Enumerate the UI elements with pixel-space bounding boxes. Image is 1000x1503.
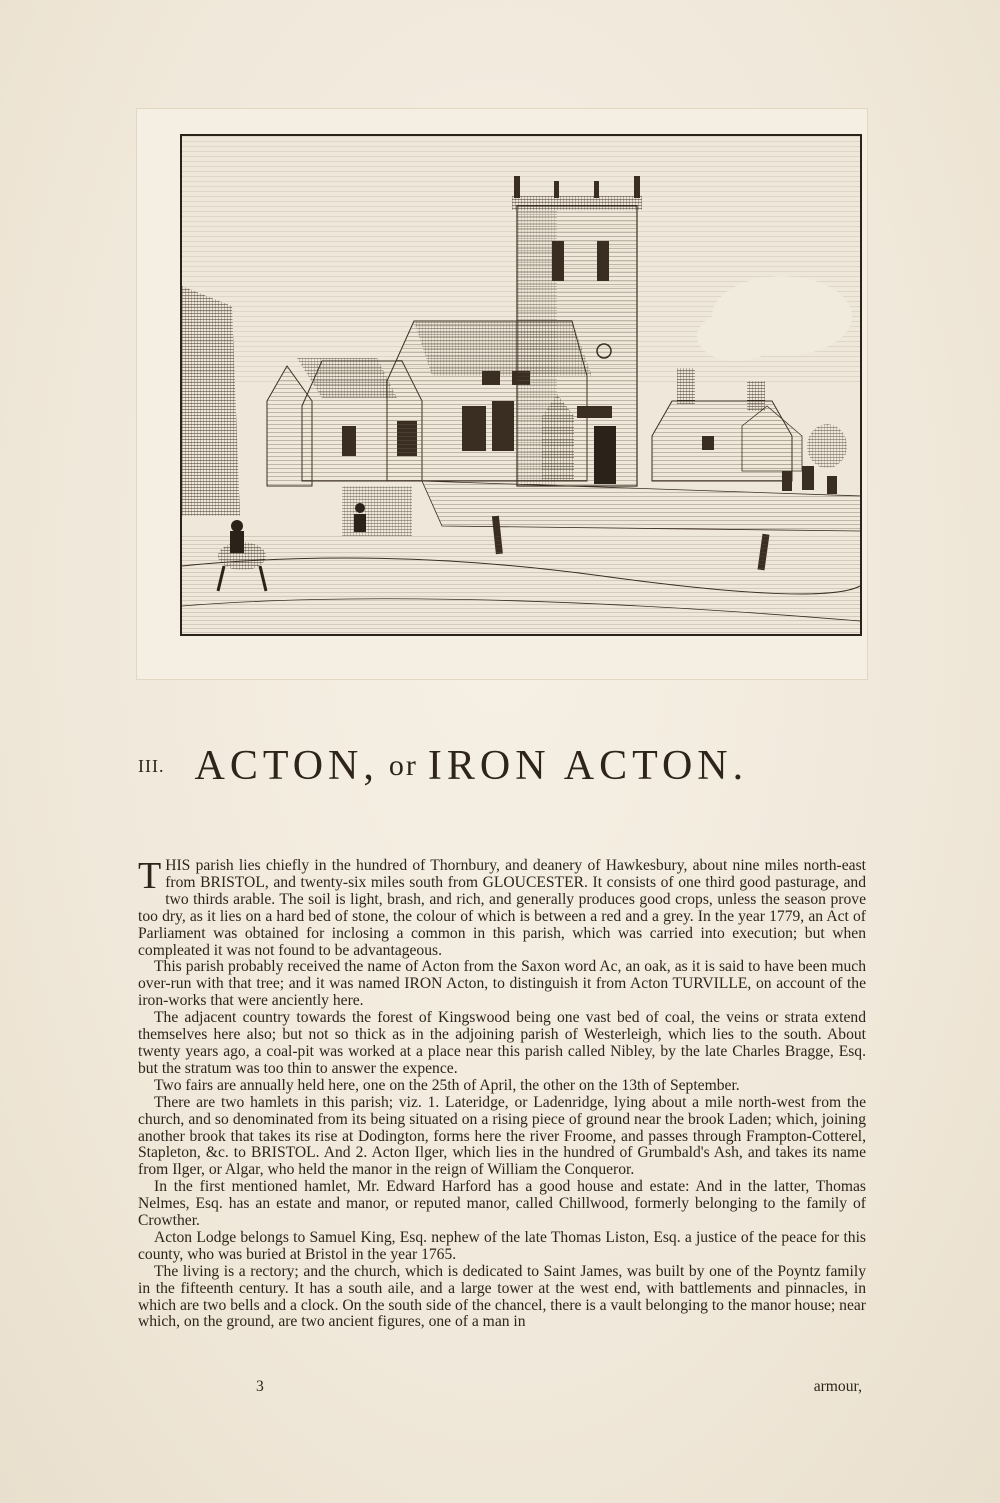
title-part-1: ACTON, [194, 743, 379, 789]
chapter-numeral: III. [138, 755, 165, 776]
title-or: or [388, 749, 418, 782]
paragraph: The living is a rectory; and the church, which is dedicated to Saint James, was built by one of the Poyntz family in the fifteenth century. It has a south aile, and a large tower at the west end, with battlements and pinnacles, in which are two bells and a clock. On the south side of the chancel, there is a vault belonging to the manor house; near which, on the ground, are two ancient figures, one of a man in [138, 1262, 866, 1331]
paragraph: Acton Lodge belongs to Samuel King, Esq. nephew of the late Thomas Liston, Esq. a justice of the peace for this county, who was buried at Bristol in the year 1765. [138, 1228, 866, 1263]
chapter-heading [138, 742, 878, 802]
folio-number: 3 [256, 1378, 264, 1395]
engraving-svg [182, 136, 860, 634]
paragraph: This parish probably received the name of Acton from the Saxon word Ac, an oak, as it is said to have been much over-run with that tree; and it was named IRON Acton, to distinguish it from Acton TURVILLE, on account of the iron-works that were anciently here. [138, 958, 866, 1010]
body-text [138, 855, 866, 1331]
paragraph-text: HIS parish lies chiefly in the hundred of Thornbury, and deanery of Hawkesbury, about nine miles north-east from BRISTOL, and twenty-six miles south from GLOUCESTER. It consists of one third good pasturage, and two thirds arable. The soil is light, brash, and rich, and generally produces good crops, unless the season prove too dry, as it lies on a hard bed of stone, the colour of which is between a red and a grey. In the year 1779, an Act of Parliament was obtained for inclosing a common in this parish, which was carried into execution; but when compleated it was not found to be advantageous. [138, 857, 866, 959]
drop-cap: T [138, 855, 162, 897]
paragraph: The adjacent country towards the forest of Kingswood being one vast bed of coal, the veins or strata extend themselves here also; but not so thick as in the adjoining parish of Westerleigh, which lies to the south. About twenty years ago, a coal-pit was worked at a place near this parish called Nibley, by the late Charles Bragge, Esq. but the stratum was too thin to answer the expence. [138, 1009, 866, 1077]
page-footer [138, 1378, 866, 1400]
paragraph [138, 855, 866, 959]
paragraph: There are two hamlets in this parish; viz. 1. Lateridge, or Ladenridge, lying about a mile north-west from the church, and so denominated from its being situated on a rising piece of ground near the brook Laden; which, joining another brook that takes its rise at Dodington, forms here the river Froome, and passes through Frampton-Cotterel, Stapleton, &c. to BRISTOL. And 2. Acton Ilger, which lies in the hundred of Grumbald's Ash, and takes its name from Ilger, or Algar, who held the manor in the reign of William the Conqueror. [138, 1093, 866, 1179]
title-part-2: IRON ACTON. [427, 743, 749, 789]
paragraph: In the first mentioned hamlet, Mr. Edward Harford has a good house and estate: And in the latter, Thomas Nelmes, Esq. has an estate and manor, or reputed manor, called Chillwood, formerly belonging to the family of Crowther. [138, 1178, 866, 1230]
church-engraving [180, 134, 862, 636]
paragraph: Two fairs are annually held here, one on the 25th of April, the other on the 13th of September. [154, 1076, 740, 1094]
catchword: armour, [813, 1378, 862, 1395]
